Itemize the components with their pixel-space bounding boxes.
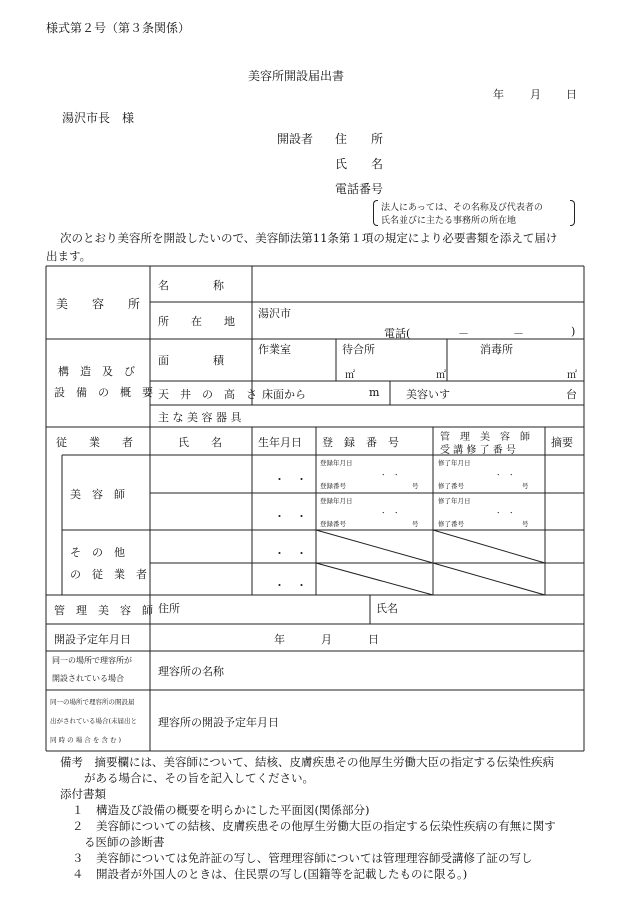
chairs-label: 美容いす	[406, 388, 450, 401]
area-label: 面 積	[158, 354, 224, 367]
barber2-value: 理容所の開設予定年月日	[158, 716, 279, 729]
reg-date-dots: ・ ・	[380, 471, 400, 479]
open-date-day: 日	[368, 633, 379, 646]
col-birth: 生年月日	[258, 436, 302, 449]
others-label2: の 従 業 者	[70, 568, 147, 581]
structure-label2: 設 備 の 概 要	[54, 386, 153, 399]
attachments-title: 添付書類	[60, 787, 106, 801]
reg-go: 号	[412, 520, 419, 528]
open-date-label: 開設予定年月日	[54, 633, 131, 646]
done-go: 号	[522, 482, 529, 490]
date-year: 年	[493, 88, 504, 101]
remarks-line2: がある場合に、その旨を記入してください。	[84, 771, 314, 785]
chairs-unit: 台	[566, 388, 577, 401]
attachment-text: 構造及び設備の概要を明らかにした平面図(関係部分)	[96, 803, 370, 817]
done-no-label: 修了番号	[438, 520, 464, 528]
disinfect-sqm: ㎡	[567, 370, 577, 381]
col-manager1: 管 理 美 容 師	[440, 432, 530, 443]
barber1-label1: 同一の場所で理容所が	[52, 656, 132, 665]
barber2-label3: 同 時 の 場 合 を 含 む )	[50, 736, 122, 744]
reg-no-label: 登録番号	[320, 520, 346, 528]
attachment-no: ２	[72, 819, 84, 833]
open-date-year: 年	[274, 633, 285, 646]
attachment-text: 開設者が外国人のときは、住民票の写し(国籍等を記載したものに限る。)	[96, 867, 468, 881]
salon-phone-dash1: －	[458, 327, 469, 340]
date-month: 月	[530, 88, 541, 101]
corp-note-line2: 氏名並びに主たる事務所の所在地	[381, 216, 517, 226]
manager-label: 管 理 美 容 師	[54, 604, 153, 617]
attachment-no: ４	[72, 867, 84, 881]
birth-dots: ・ ・	[274, 473, 307, 486]
salon-phone-label: 電話(	[384, 327, 411, 340]
salon-phone-close: )	[571, 325, 576, 338]
date-day: 日	[566, 88, 577, 101]
remarks-line1: 備考 摘要欄には、美容師について、結核、皮膚疾患その他厚生労働大臣の指定する伝染性疾病	[60, 755, 555, 769]
ceiling-from: 床面から	[262, 388, 306, 401]
done-go: 号	[522, 520, 529, 528]
birth-dots: ・ ・	[274, 547, 307, 560]
col-note: 摘要	[551, 436, 573, 449]
salon-name-label: 名 称	[158, 279, 224, 292]
workroom-label: 作業室	[258, 343, 291, 356]
salon-label: 美 容 所	[56, 297, 141, 311]
barber1-value: 理容所の名称	[158, 665, 224, 678]
attachment-text: 美容師については免許証の写し、管理理容師については管理理容師受講修了証の写し	[96, 851, 533, 865]
staff-label: 従 業 者	[56, 436, 133, 449]
birth-dots: ・ ・	[274, 579, 307, 592]
barber1-label2: 開設されている場合	[52, 674, 124, 683]
reg-date-dots: ・ ・	[380, 509, 400, 517]
applicant-address-label: 住 所	[335, 132, 384, 146]
corp-note-line1: 法人にあっては、その名称及び代表者の	[381, 203, 543, 213]
col-name: 氏 名	[178, 436, 222, 449]
workroom-sqm: ㎡	[345, 370, 355, 381]
salon-location-value: 湯沢市	[258, 307, 291, 320]
manager-address-label: 住所	[158, 602, 180, 615]
applicant-name-label: 氏 名	[335, 157, 384, 171]
done-date-label: 修了年月日	[438, 497, 471, 505]
ceiling-label: 天 井 の 高 さ	[158, 388, 257, 401]
beautician-label: 美 容 師	[70, 488, 125, 501]
attachment-text-cont: る医師の診断書	[84, 835, 165, 849]
open-date-month: 月	[321, 633, 332, 646]
attachment-no: １	[72, 803, 84, 817]
reg-date-label: 登録年月日	[320, 459, 353, 467]
equipment-label: 主 な 美 容 器 具	[158, 411, 242, 424]
structure-label1: 構 造 及 び	[58, 365, 135, 378]
barber2-label2: 出がされている場合(未届出と	[50, 717, 138, 725]
barber2-label1: 同一の場所で理容所の開設届	[50, 698, 135, 706]
intro-line2: 出ます。	[46, 249, 92, 263]
page-title: 美容所開設届出書	[248, 69, 345, 83]
applicant-phone-label: 電話番号	[335, 182, 384, 196]
done-date-dots: ・ ・	[495, 509, 515, 517]
form-number: 様式第２号（第３条関係）	[46, 21, 191, 35]
reg-date-label: 登録年月日	[320, 497, 353, 505]
disinfect-label: 消毒所	[480, 343, 513, 356]
others-label1: そ の 他	[70, 546, 125, 559]
waiting-sqm: ㎡	[436, 370, 446, 381]
done-date-label: 修了年月日	[438, 459, 471, 467]
done-no-label: 修了番号	[438, 482, 464, 490]
reg-go: 号	[412, 482, 419, 490]
waiting-label: 待合所	[342, 343, 375, 356]
salon-location-label: 所 在 地	[158, 315, 235, 328]
done-date-dots: ・ ・	[495, 471, 515, 479]
ceiling-unit: m	[369, 386, 380, 399]
manager-name-label: 氏名	[376, 602, 398, 615]
col-manager2: 受 講 修 了 番 号	[440, 445, 516, 456]
applicant-label: 開設者	[277, 132, 314, 146]
recipient: 湯沢市長 様	[62, 111, 135, 125]
col-reg: 登 録 番 号	[322, 436, 399, 449]
attachment-no: ３	[72, 851, 84, 865]
birth-dots: ・ ・	[274, 510, 307, 523]
reg-no-label: 登録番号	[320, 482, 346, 490]
intro-line1: 次のとおり美容所を開設したいので、美容師法第11条第１項の規定により必要書類を添えて届け	[60, 231, 558, 245]
attachment-text: 美容師についての結核、皮膚疾患その他厚生労働大臣の指定する伝染性疾病の有無に関す	[96, 819, 556, 833]
salon-phone-dash2: －	[513, 327, 524, 340]
